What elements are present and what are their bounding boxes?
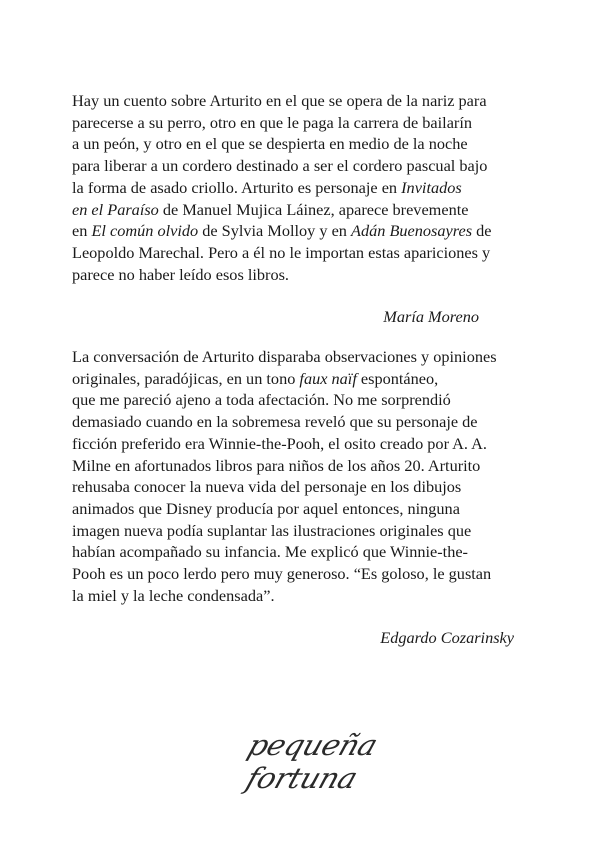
text-line [72,433,542,455]
text-line [72,199,542,221]
text-line [72,346,542,368]
italic-title-text: faux naïf [299,368,357,388]
text-line [72,155,542,177]
text-line [72,520,542,542]
text-line [72,389,542,411]
body-text: de Manuel Mujica Láinez, aparece brevemente [158,199,469,219]
text-line [72,112,542,134]
text-line [72,220,542,242]
body-text: de [472,221,492,241]
body-text: rehusaba conocer la nueva vida del personaje en los dibujos [72,477,462,497]
quote-author-moreno: María Moreno [383,307,479,326]
text-line [72,563,542,585]
italic-title-text: Invitados [401,177,462,197]
italic-title-text: en el Paraíso [72,199,159,219]
text-line [72,476,542,498]
text-line [72,368,542,390]
italic-title-text: El común olvido [91,221,199,241]
body-text: Milne en afortunados libros para niños de los años 20. Arturito [72,455,481,475]
body-text: Pooh es un poco lerdo pero muy generoso. “Es goloso, le gustan [72,564,492,584]
body-text: a un peón, y otro en el que se despierta en medio de la noche [72,134,468,154]
body-text: parece no haber leído esos libros. [72,264,290,284]
text-line [72,242,542,264]
text-line [72,133,542,155]
text-line [72,541,542,563]
body-text: originales, paradójicas, en un tono [72,368,300,388]
italic-title-text: Adán Buenosayres [351,221,473,241]
body-text: La conversación de Arturito disparaba observaciones y opiniones [72,347,497,366]
body-text: la forma de asado criollo. Arturito es personaje en [72,177,402,197]
body-text: para liberar a un cordero destinado a ser el cordero pascual bajo [72,156,488,176]
body-text: que me pareció ajeno a toda afectación. No me sorprendió [72,390,451,410]
body-text: animados que Disney producía por aquel entonces, ninguna [72,498,460,518]
text-line [72,264,542,286]
text-line [72,498,542,520]
text-line [72,455,542,477]
quote-paragraph-cozarinsky [72,346,542,606]
publisher-logo: pequeña fortuna [241,729,382,796]
quote-paragraph-moreno [72,90,542,285]
body-text: la miel y la leche condensada”. [72,585,275,605]
text-line [72,90,542,112]
body-text: parecerse a su perro, otro en que le paga la carrera de bailarín [72,112,473,132]
body-text: espontáneo, [356,368,439,388]
body-text: en [72,221,92,241]
text-line [72,585,542,607]
body-text: de Sylvia Molloy y en [198,221,352,241]
text-line [72,177,542,199]
body-text: habían acompañado su infancia. Me explicó que Winnie-the- [72,542,468,562]
body-text: Leopoldo Marechal. Pero a él no le importan estas apariciones y [72,242,491,262]
body-text: demasiado cuando en la sobremesa reveló que su personaje de [72,412,478,432]
body-text: imagen nueva podía suplantar las ilustraciones originales que [72,520,472,540]
text-line [72,411,542,433]
body-text: ficción preferido era Winnie-the-Pooh, el osito creado por A. A. [72,433,487,453]
quote-author-cozarinsky: Edgardo Cozarinsky [380,628,514,647]
body-text: Hay un cuento sobre Arturito en el que se opera de la nariz para [72,91,487,110]
